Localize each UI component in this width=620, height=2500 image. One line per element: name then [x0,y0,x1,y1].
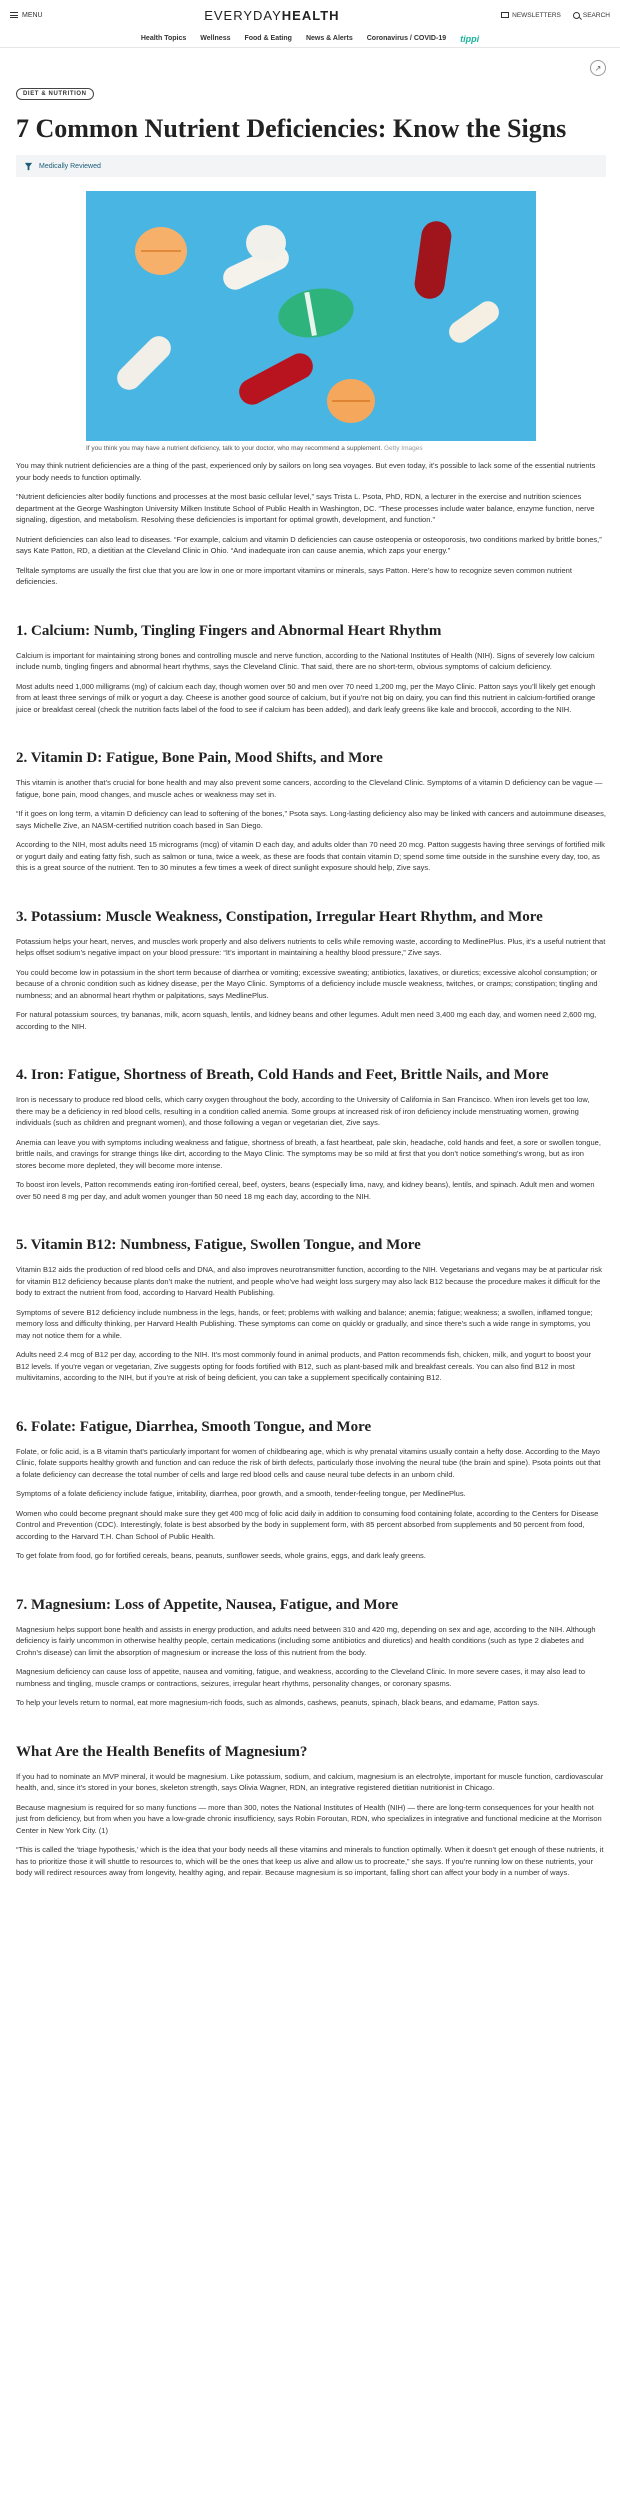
section-heading: 6. Folate: Fatigue, Diarrhea, Smooth Tongue, and More [16,1418,372,1435]
body-paragraph: If you had to nominate an MVP mineral, it would be magnesium. Like potassium, sodium, and calcium, magnesium is an electrolyte, important for muscle function, cardiovascular health, and, since it’s stored in your bones, skeleton strength, says Olivia Wagner, RDN, an integrative registered dietitian nutritionist in Chicago. [16,1771,604,1792]
search-icon [573,12,580,19]
body-paragraph: Potassium helps your heart, nerves, and muscles work properly and also delivers nutrients to cells while removing waste, according to MedlinePlus. Plus, it’s a useful nutrient that helps offset sodium’s negative impact on your blood pressure: “It’s important in maintaining a healthy blood pressure,” Zive says. [16,936,606,957]
pills-illustration [86,191,536,441]
share-icon: ↗ [594,63,602,73]
medically-reviewed-bar[interactable] [16,155,606,177]
nav-food-eating[interactable]: Food & Eating [244,35,292,42]
nav-health-topics[interactable]: Health Topics [140,35,187,42]
body-paragraph: Adults need 2.4 mcg of B12 per day, according to the NIH. It’s most commonly found in animal products, and Patton recommends fish, chicken, milk, and yogurt to boost your B12 levels. If you’re vegan or vegetarian, Zive suggests opting for foods fortified with B12, such as plant-based milk and breakfast cereals. You can also find B12 in most multivitamins, according to the NIH, but if you’re at risk of being deficient, you can take a supplement specifically containing B12. [16,1350,592,1382]
body-paragraph: Women who could become pregnant should make sure they get 400 mcg of folic acid daily in addition to consuming food containing folate, according to the Centers for Disease Control and Prevention (CDC). Interestingly, folate is best absorbed by the body in supplement form, with 85 percent absorbed from supplements and 50 percent from food, according to the Harvard T.H. Chan School of Public Health. [16,1508,599,1541]
body-paragraph: Magnesium deficiency can cause loss of appetite, nausea and vomiting, fatigue, and weakness, according to the Cleveland Clinic. In more severe cases, it may also lead to numbness and tingling, muscle cramps or contractions, seizures, irregular heart rhythms, personality changes, or coronary spasms. [16,1667,586,1688]
body-paragraph: To get folate from food, go for fortified cereals, beans, peanuts, sunflower seeds, whole grains, eggs, and dark leafy greens. [16,1551,426,1560]
body-paragraph: Symptoms of a folate deficiency include fatigue, irritability, diarrhea, poor growth, and a smooth, tender-feeling tongue, per MedlinePlus. [16,1489,466,1498]
article-body [16,460,606,1879]
body-paragraph: According to the NIH, most adults need 15 micrograms (mcg) of vitamin D each day, and adults older than 70 need 20 mcg. Patton suggests having three servings of fortified milk or yogurt daily and eating fatty fish, such as salmon or tuna, twice a week, as these are foods that contain vitamin D; spend some time outside in the sunshine every day, too, as this is a great source of the nutrient. Ten to 30 minutes a few times a week of direct sunlight exposure should help, Zive says. [16,840,605,872]
category-tag[interactable]: DIET & NUTRITION [16,88,94,100]
menu-button[interactable] [10,12,43,19]
body-paragraph: Anemia can leave you with symptoms including weakness and fatigue, shortness of breath, a fast heartbeat, pale skin, headache, cold hands and feet, a sore or swollen tongue, brittle nails, and cravings for strange things like dirt, according to the Mayo Clinic. The symptoms may be so mild at first that you don’t notice something’s wrong, but as iron stores become more depleted, they will become more intense. [16,1137,601,1170]
body-paragraph: Nutrient deficiencies can also lead to diseases. “For example, calcium and vitamin D deficiencies can cause osteopenia or osteoporosis, two conditions marked by brittle bones,” says Kate Patton, RD, a dietitian at the Cleveland Clinic in Ohio. “And inadequate iron can cause anemia, which zaps your energy.” [16,534,602,555]
body-paragraph: Calcium is important for maintaining strong bones and controlling muscle and nerve function, according to the National Institutes of Health (NIH). Signs of severely low calcium include numb, tingling fingers and abnormal heart rhythms, says the Cleveland Clinic. That said, there are no short-term, obvious symptoms of calcium deficiency. [16,650,595,671]
newsletters-link[interactable] [501,12,561,19]
logo-left: EVERYDAY [204,7,282,23]
caption-credit: Getty Images [383,445,423,452]
body-paragraph: “If it goes on long term, a vitamin D deficiency can lead to softening of the bones,” Psota says. Long-lasting deficiency also may be linked with cancers and autoimmune diseases, says Michelle Zive, an NASM-certified nutrition coach based in San Diego. [16,809,606,830]
section-heading: 5. Vitamin B12: Numbness, Fatigue, Swollen Tongue, and More [16,1237,421,1253]
body-paragraph: Magnesium helps support bone health and assists in energy production, and adults need between 310 and 420 mg, depending on sex and age, according to the NIH. Although deficiency is fairly uncommon in otherwise healthy people, certain medications (including some antibiotics and diuretics) and health conditions (such as type 2 diabetes and Crohn’s disease) can limit the absorption of magnesium or increase the loss of this nutrient from the body. [16,1624,596,1657]
newsletters-label: NEWSLETTERS [512,11,561,19]
body-paragraph: To help your levels return to normal, eat more magnesium-rich foods, such as almonds, cashews, peanuts, spinach, black beans, and edamame, Patton says. [16,1698,540,1707]
body-paragraph: Folate, or folic acid, is a B vitamin that’s particularly important for women of childbearing age, which is why prenatal vitamins usually contain a hefty dose. According to the Mayo Clinic, folate supports healthy growth and function and can reduce the risk of birth defects, particularly those involving the neural tube (the brain and spine). Psota points out that a folate deficiency can decrease the total number of cells and large red blood cells and cause neural tube defects in an unborn child. [16,1446,601,1479]
article [16,82,606,1879]
body-paragraph: Because magnesium is required for so many functions — more than 300, notes the National Institutes of Health (NIH) — there are long-term consequences for your health not just from deficiency, but from when you have a low-grade chronic insufficiency, says Robin Foroutan, RDN, who specializes in integrative and functional medicine at the Morrison Center in New York City. (1) [16,1802,602,1835]
main-nav [0,30,620,48]
logo-right: HEALTH [281,7,340,23]
section-heading: What Are the Health Benefits of Magnesium? [16,1743,308,1760]
section-heading: 4. Iron: Fatigue, Shortness of Breath, Cold Hands and Feet, Brittle Nails, and More [16,1067,549,1083]
body-paragraph: Most adults need 1,000 milligrams (mg) of calcium each day, though women over 50 and men over 70 need 1,200 mg, per the Mayo Clinic. Patton says you’ll likely get enough from at least three servings of milk or yogurt a day. Cheese is another good source of calcium, but if you’re not big on dairy, you can find this nutrient in calcium-fortified orange juice or breakfast cereal (check the nutrition facts label of the food to see if calcium has been added), and dark leafy greens like kale and broccoli, according to the NIH. [16,681,596,714]
search-label: SEARCH [582,11,610,19]
body-paragraph: Iron is necessary to produce red blood cells, which carry oxygen throughout the body, according to the University of California in San Francisco. When iron levels get too low, there may be a deficiency in red blood cells, resulting in a condition called anemia. Some groups at increased risk of iron deficiency include menstruating women, growing individuals (such as children and pregnant women), and those following a vegan or vegetarian diet, Zive says. [16,1095,590,1127]
section-heading: 1. Calcium: Numb, Tingling Fingers and Abnormal Heart Rhythm [16,622,442,639]
top-bar [0,0,620,30]
nav-coronavirus[interactable]: Coronavirus / COVID-19 [366,35,447,42]
image-caption [16,445,606,452]
caption-text: If you think you may have a nutrient deficiency, talk to your doctor, who may recommend a supplement. [86,445,383,452]
section-heading: 7. Magnesium: Loss of Appetite, Nausea, Fatigue, and More [16,1596,399,1613]
reviewed-label: Medically Reviewed [39,162,101,170]
section-heading: 3. Potassium: Muscle Weakness, Constipation, Irregular Heart Rhythm, and More [16,908,543,925]
hero-image [86,191,536,441]
nav-wellness[interactable]: Wellness [200,35,231,42]
site-logo[interactable] [204,8,339,23]
body-paragraph: For natural potassium sources, try bananas, milk, acorn squash, lentils, and kidney beans and other legumes. Adult men need 3,400 mg each day, and women need 2,600 mg, according to the NIH. [16,1010,597,1031]
body-paragraph: This vitamin is another that’s crucial for bone health and may also prevent some cancers, according to the Cleveland Clinic. Symptoms of a vitamin D deficiency can be vague — fatigue, bone pain, mood changes, and muscle aches or weakness may set in. [16,778,603,799]
body-paragraph: Telltale symptoms are usually the first clue that you are low in one or more important vitamins or minerals, says Patton. Here’s how to recognize seven common nutrient deficiencies. [16,565,572,586]
body-paragraph: Vitamin B12 aids the production of red blood cells and DNA, and also improves neurotransmitter function, according to the NIH. Vegetarians and vegans may be at particular risk for vitamin B12 deficiency because plants don’t make the nutrient, and people who’ve had weight loss surgery may also lack B12 because the procedure makes it difficult for the body to extract the nutrient from food, according to Harvard Health Publishing. [16,1265,603,1297]
page-title: 7 Common Nutrient Deficiencies: Know the Signs [16,114,567,143]
body-paragraph: Symptoms of severe B12 deficiency include numbness in the legs, hands, or feet; problems with walking and balance; anemia; fatigue; weakness; a swollen, inflamed tongue; memory loss and difficulty thinking, per Harvard Health Publishing. These symptoms can come on quickly or gradually, and since there’s such a wide range in symptoms, you may not notice them for a while. [16,1307,593,1340]
section-heading: 2. Vitamin D: Fatigue, Bone Pain, Mood Shifts, and More [16,750,383,766]
share-button[interactable] [590,60,606,76]
body-paragraph: “Nutrient deficiencies alter bodily functions and processes at the most basic cellular level,” says Trista L. Psota, PhD, RDN, a lecturer in the exercise and nutrition sciences department at the George Washington University Milken Institute School of Public Health in Washington, DC. “These processes include water balance, enzyme function, nerve signaling, digestion, and metabolism. Resolving these deficiencies is important for optimal growth, development, and function.” [16,492,595,524]
body-paragraph: To boost iron levels, Patton recommends eating iron-fortified cereal, beef, oysters, beans (especially lima, navy, and kidney beans), lentils, and spinach. Adult men and women over 50 need 8 mg per day, and adult women younger than 50 need 18 mg each day, according to the NIH. [16,1180,595,1201]
nav-news-alerts[interactable]: News & Alerts [305,35,353,42]
reviewed-icon [24,162,33,171]
body-paragraph: “This is called the ‘triage hypothesis,’ which is the idea that your body needs all these vitamins and minerals to function optimally. When it doesn’t get enough of these nutrients, it has to prioritize those it will shuttle to resources to, which will be the ones that keep us alive and allow us to procreate,” she says. If you’re running low on these nutrients, your body will redirect resources away from longevity, healthy aging, and repair. Because magnesium is so important, falling short can affect your body in a number of ways. [16,1845,604,1877]
search-button[interactable] [573,12,610,19]
body-paragraph: You could become low in potassium in the short term because of diarrhea or vomiting; excessive sweating; antibiotics, laxatives, or diuretics; excessive alcohol consumption; or because of a chronic condition such as kidney disease, per the Mayo Clinic. Symptoms of a deficiency include muscle weakness, twitches, or cramps; constipation; tingling and numbness; and an abnormal heart rhythm or palpitations, says MedlinePlus. [16,967,598,1000]
body-paragraph: You may think nutrient deficiencies are a thing of the past, experienced only by sailors on long sea voyages. But even today, it’s possible to lack some of the essential nutrients your body needs to function optimally. [16,461,596,482]
nav-tippi-badge[interactable]: tippi [460,33,480,44]
envelope-icon [501,12,509,18]
menu-label: MENU [22,11,43,19]
top-right-actions [501,12,610,19]
hamburger-icon [10,12,18,18]
